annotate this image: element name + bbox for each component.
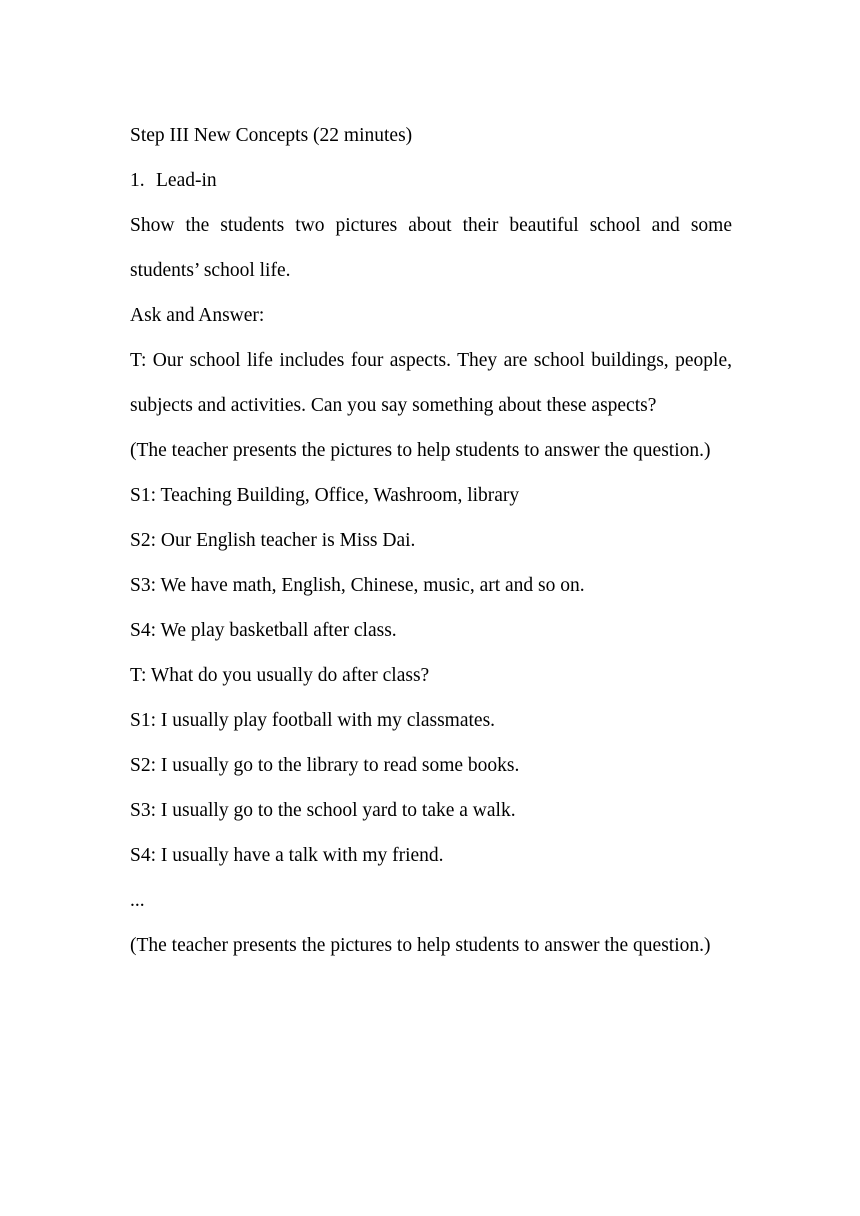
paragraph: (The teacher presents the pictures to help students to answer the question.) xyxy=(130,440,711,461)
section-number: 1. xyxy=(130,170,145,191)
paragraph: S2: Our English teacher is Miss Dai. xyxy=(130,530,416,551)
paragraph: S2: I usually go to the library to read some books. xyxy=(130,755,520,776)
paragraph: S3: We have math, English, Chinese, music, art and so on. xyxy=(130,575,585,596)
paragraph: T: What do you usually do after class? xyxy=(130,665,430,686)
section-heading xyxy=(130,158,732,203)
paragraph: T: Our school life includes four aspects. They are school buildings, people, subjects and activities. Can you say something about these aspects? xyxy=(130,350,732,416)
paragraph: S1: Teaching Building, Office, Washroom, library xyxy=(130,485,520,506)
paragraph: (The teacher presents the pictures to help students to answer the question.) xyxy=(130,935,711,956)
step-heading: Step III New Concepts (22 minutes) xyxy=(130,125,413,146)
paragraph: Ask and Answer: xyxy=(130,305,265,326)
document-page xyxy=(130,113,732,968)
paragraph: Show the students two pictures about their beautiful school and some students’ school life. xyxy=(130,215,732,281)
section-title: Lead-in xyxy=(156,170,217,191)
paragraph: S3: I usually go to the school yard to take a walk. xyxy=(130,800,516,821)
paragraph: S4: We play basketball after class. xyxy=(130,620,397,641)
paragraph: ... xyxy=(130,890,145,911)
paragraph: S1: I usually play football with my classmates. xyxy=(130,710,496,731)
paragraph: S4: I usually have a talk with my friend. xyxy=(130,845,444,866)
